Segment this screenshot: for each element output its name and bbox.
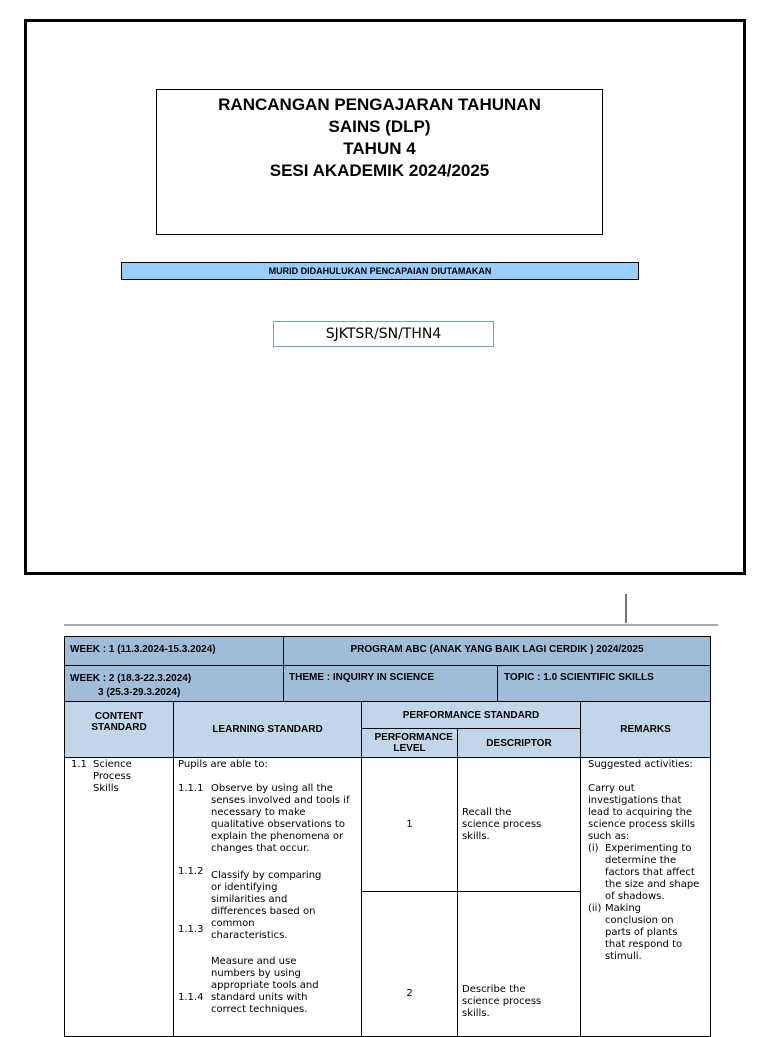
learning-item-number: 1.1.4 [178,992,204,1003]
theme-cell [283,665,498,702]
motto-banner: MURID DIDAHULUKAN PENCAPAIAN DIUTAMAKAN [121,262,639,280]
descriptor-text: Describe the science process skills. [462,984,542,1019]
remarks-header: REMARKS [580,701,711,758]
activity-marker: (i) [588,843,599,854]
learning-item-text: Measure and use numbers by using appropriate tools and standard units with correct techniques. [211,956,319,1015]
performance-level-value: 2 [406,988,413,999]
activity-text: Experimenting to determine the factors that affect the size and shape of shadows. [605,843,700,902]
descriptor-header: DESCRIPTOR [457,728,581,758]
learning-standard-header: LEARNING STANDARD [173,701,362,758]
learning-item-text: Observe by using all the senses involved and tools if necessary to make qualitative observations to explain the phenomena or changes that occur. [211,783,350,854]
learning-item-number: 1.1.1 [178,783,204,794]
learning-item-number: 1.1.2 [178,866,204,877]
activity-marker: (ii) [588,903,602,914]
cover-title-line: RANCANGAN PENGAJARAN TAHUNAN [218,95,541,114]
week1-cell [64,636,284,666]
performance-level-header: PERFORMANCE LEVEL [361,728,458,758]
content-standard-number: 1.1 [71,759,87,770]
content-standard-text: Science Process Skills [93,759,132,794]
cover-title-line: TAHUN 4 [343,139,416,158]
remarks-intro: Suggested activities: [588,759,693,770]
performance-standard-header: PERFORMANCE STANDARD [361,701,581,729]
page-edge-mark [625,594,627,623]
activity-item [588,903,704,963]
descriptor-2-cell [457,891,581,1037]
learning-item [178,924,363,936]
cover-title-box [156,89,603,235]
learning-item [178,956,363,1016]
learning-intro: Pupils are able to: [178,759,268,770]
week1-label: WEEK : 1 (11.3.2024-15.3.2024) [70,644,216,655]
performance-level-2-cell [361,891,458,1037]
topic-label: TOPIC : 1.0 SCIENTIFIC SKILLS [504,672,654,683]
cover-title-line: SESI AKADEMIK 2024/2025 [269,161,490,180]
content-standard-cell [64,757,174,1037]
activity-text: Making conclusion on parts of plants that respond to stimuli. [605,903,683,962]
week2-cell [64,665,284,702]
descriptor-1-cell [457,757,581,892]
learning-item-text: Classify by comparing or identifying similarities and differences based on common characteristics. [211,870,322,941]
activity-item [588,843,704,903]
remarks-cell [580,757,711,1037]
remarks-body: Carry out investigations that lead to acquiring the science process skills such as: [588,783,695,842]
program-cell [283,636,711,666]
descriptor-text: Recall the science process skills. [462,806,542,842]
topic-cell [497,665,711,702]
learning-item [178,783,363,855]
page-divider [64,624,718,626]
activity-list [588,843,704,963]
program-label: PROGRAM ABC (ANAK YANG BAIK LAGI CERDIK ) 2024/2025 [350,644,644,655]
content-standard-header: CONTENT STANDARD [64,701,174,758]
learning-item-number: 1.1.3 [178,924,204,935]
week2-label: WEEK : 2 (18.3-22.3.2024) [70,673,192,684]
document-code-box: SJKTSR/SN/THN4 [273,321,494,347]
theme-label: THEME : INQUIRY IN SCIENCE [289,672,435,683]
learning-standard-cell [173,757,362,1037]
performance-level-1-cell [361,757,458,892]
performance-level-value: 1 [406,818,413,830]
cover-title-line: SAINS (DLP) [328,117,431,136]
week3-label: 3 (25.3-29.3.2024) [98,687,181,698]
